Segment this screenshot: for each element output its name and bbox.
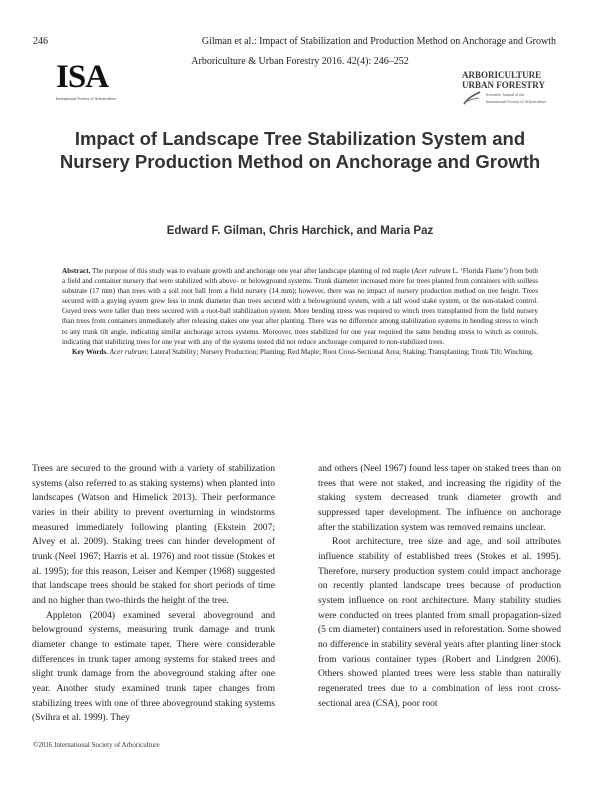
- auf-logo-sub2: International Society of Arboriculture: [486, 99, 547, 104]
- isa-logo-letters: ISA: [56, 59, 109, 95]
- isa-logo: [56, 60, 136, 101]
- page-number: 246: [33, 36, 48, 47]
- body-paragraph: Appleton (2004) examined several aboveground and belowground systems, measuring trunk damage and trunk diameter change to estimate taper. There were considerable differences in trunk taper among systems for staked trees and slight trunk damage from the aboveground staking after one year. Another study examined trunk taper changes from stabilizing trees with one of three aboveground staking systems (Svihra et al. 1999). They: [32, 609, 275, 724]
- abstract-species: Acer rubrum: [413, 267, 451, 275]
- auf-logo-line2: URBAN FORESTRY: [462, 80, 545, 90]
- auf-logo-line1: ARBORICULTURE: [462, 70, 542, 80]
- keywords: [62, 347, 538, 357]
- body-column-right: [318, 462, 561, 711]
- body-paragraph: Root architecture, tree size and age, and soil attributes influence stability of established trees (Stokes et al. 1995). Therefore, nursery production system could impact anchorage on recently planted landscape trees because of production system influence on root architecture. Many stability studies were conducted on trees planted from small propagation-sized (5 cm diameter) containers used in reforestation. Some showed no difference in stability several years after planting liner stock from various container types (Robert and Lindgren 2006). Others showed planted trees were less stable than naturally regenerated trees due to a combination of less root cross-sectional area (CSA), poor root: [318, 536, 561, 709]
- isa-logo-tagline: International Society of Arboriculture: [56, 96, 117, 101]
- body-paragraph: Trees are secured to the ground with a variety of stabilization systems (also referred to as staking systems) when planted into landscapes (Watson and Himelick 2013). Their performance varies in their ability to prevent overturning in windstorms measured immediately following planting (Ekstein 2007; Alvey et al. 2009). Staking trees can hinder development of trunk (Neel 1967; Harris et al. 1976) and root tissue (Stokes et al. 1995); for this reason, Leiser and Kemper (1968) suggested that landscape trees should be staked for short periods of time and no higher than two-thirds the height of the tree.: [32, 463, 275, 606]
- abstract-text-1: The purpose of this study was to evaluate growth and anchorage one year after landscape planting of red maple (: [90, 267, 414, 275]
- running-title: Gilman et al.: Impact of Stabilization and Production Method on Anchorage and Growth: [201, 36, 556, 47]
- keywords-label: Key Words.: [72, 347, 108, 356]
- auf-logo: [462, 70, 554, 104]
- abstract: [62, 266, 538, 357]
- abstract-label: Abstract.: [62, 267, 91, 275]
- keywords-text: ; Lateral Stability; Nursery Production; Planting; Red Maple; Root Cross-Sectional Area; Staking; Transplanting; Trunk Tilt; Winching.: [146, 347, 534, 356]
- copyright-footer: ©2016 International Society of Arboriculture: [33, 741, 160, 749]
- abstract-paragraph: [62, 266, 538, 347]
- body-column-left: [32, 462, 275, 726]
- auf-logo-sub1: Scientific Journal of the: [486, 92, 525, 97]
- abstract-text-2: L. ‘Florida Flame’) from both a field and container nursery that were stabilized with above- or belowground systems. Trunk diameter increased more for trees planted from containers with soilless substrate (17 mm) than trees with a soil root ball from a field nursery (14 mm); however, there was no impact of nursery production method on tree height. Trees secured with a guying system grew less in trunk diameter than trees secured with a belowground system, with a tall wood stake system, or the non-staked control. Guyed trees were taller than trees secured with a root-ball stabilization system. More bending stress was required to winch trees transplanted from the field nursery than trees from containers immediately after releasing stakes one year after planting. There was no difference among stabilization systems in bending stress to winch to any trunk tilt angle, indicating similar anchorage across systems. Moreover, trees stabilized for one year required the same bending stress to winch as controls, indicating that stabilizing trees for one year with any of the systems tested did not reduce anchorage compared to non-stabilized trees.: [62, 267, 538, 346]
- keywords-species: Acer rubrum: [107, 347, 147, 356]
- article-authors: Edward F. Gilman, Chris Harchick, and Maria Paz: [166, 225, 434, 237]
- journal-citation: Arboriculture & Urban Forestry 2016. 42(4): 246–252: [191, 56, 409, 67]
- body-paragraph: and others (Neel 1967) found less taper on staked trees than on trees that were not staked, and increasing the rigidity of the staking system decreased trunk diameter growth and suppressed taper development. The influence on anchorage after the stabilization system was removed remains unclear.: [318, 463, 561, 533]
- article-title: Impact of Landscape Tree Stabilization System and Nursery Production Method on Anchorage and Growth: [59, 128, 541, 172]
- tree-icon: [462, 90, 482, 106]
